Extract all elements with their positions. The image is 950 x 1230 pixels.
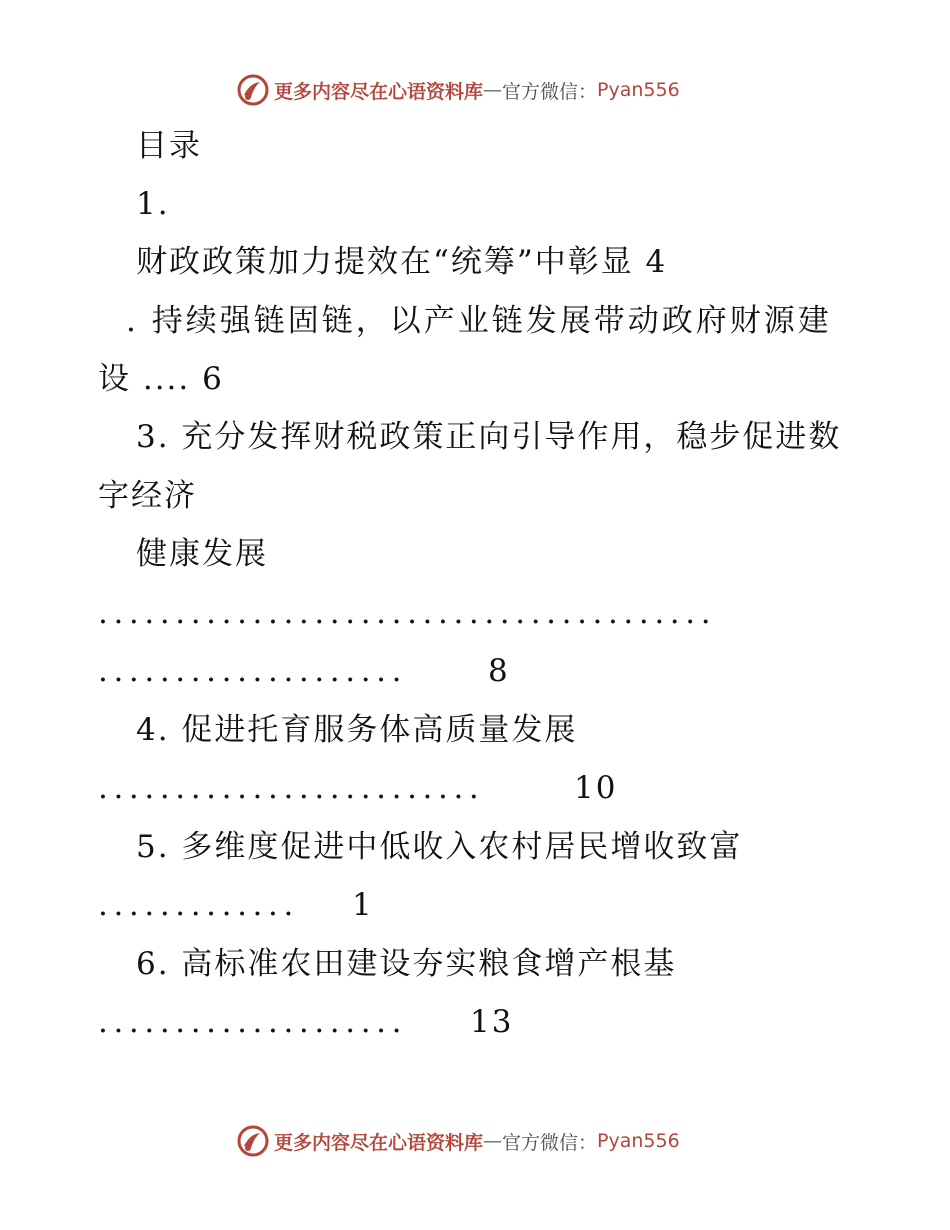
toc-item-6-page: 13: [470, 1004, 514, 1040]
banner-separator: —: [483, 79, 503, 101]
toc-item-3-page: 8: [488, 653, 510, 689]
banner-wechat-id: Pyan556: [597, 1130, 680, 1152]
banner-brand: 更多内容尽在心语资料库: [274, 1131, 484, 1154]
toc-item-5-page: 1: [352, 887, 374, 923]
banner-separator: —: [483, 1130, 503, 1152]
banner-brand: 更多内容尽在心语资料库: [274, 80, 484, 103]
toc-item-4-leader-dots: .........................: [98, 770, 485, 806]
footer-banner: [236, 1123, 716, 1159]
toc-item-4-title: 4. 促进托育服务体高质量发展: [136, 712, 578, 748]
toc-item-3-leader-dots-cont: ....................: [98, 653, 408, 689]
toc-item-3-title-cont2: 健康发展: [136, 536, 268, 572]
toc-item-5-title: 5. 多维度促进中低收入农村居民增收致富: [136, 829, 743, 865]
toc-item-4-page: 10: [574, 770, 618, 806]
toc-item-1-title: 财政政策加力提效在“统筹”中彰显 4: [136, 244, 668, 280]
toc-item-3-leader-dots: ........................................: [98, 595, 717, 631]
toc-item-6-title: 6. 高标准农田建设夯实粮食增产根基: [136, 946, 677, 982]
banner-wechat-id: Pyan556: [597, 79, 680, 101]
banner-label: 官方微信：: [502, 1131, 598, 1154]
toc-item-2-title-cont: 设 .... 6: [98, 361, 224, 397]
toc-heading: 目录: [136, 128, 202, 164]
header-banner: [236, 72, 716, 108]
toc-item-3-title: 3. 充分发挥财税政策正向引导作用，稳步促进数: [136, 419, 842, 455]
toc-item-5-leader-dots: .............: [98, 887, 299, 923]
banner-label: 官方微信：: [502, 80, 598, 103]
toc-item-1-number: 1.: [136, 186, 170, 222]
brush-stroke-logo-icon: [236, 73, 270, 107]
toc-item-3-title-cont: 字经济: [98, 478, 197, 514]
brush-stroke-logo-icon: [236, 1124, 270, 1158]
toc-item-2-title: . 持续强链固链，以产业链发展带动政府财源建: [126, 303, 832, 339]
toc-item-6-leader-dots: ....................: [98, 1004, 408, 1040]
